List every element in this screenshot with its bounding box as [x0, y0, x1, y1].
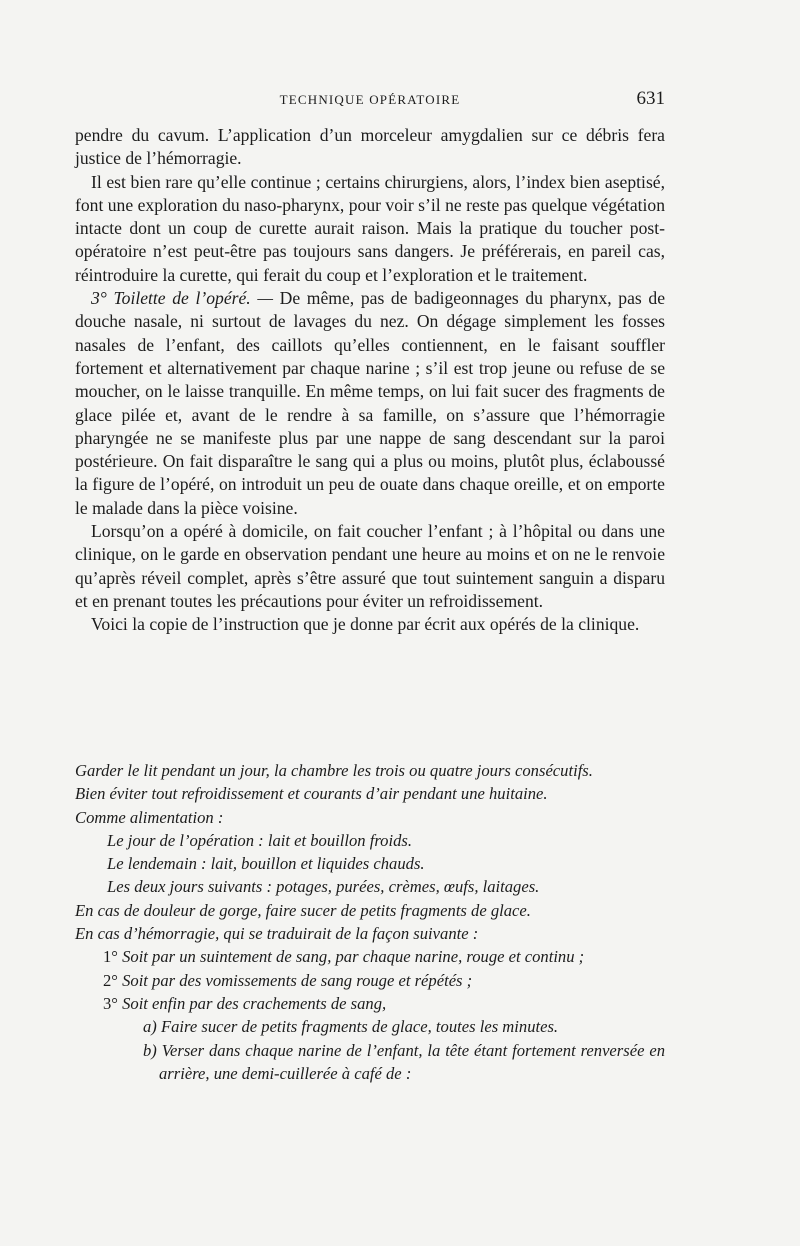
instruction-line: [75, 945, 665, 968]
instruction-text: Soit par des vomissements de sang rouge et répétés ;: [122, 970, 473, 990]
paragraph-text: De même, pas de badigeonnages du pharynx, pas de douche nasale, ni surtout de lavages du nez. On dégage simplement les fosses nasales de l’enfant, des caillots qu’elles contiennent, en le faisant souffler fortement et alternativement par chaque narine ; s’il est trop jeune ou refuse de se moucher, on le laisse tranquille. En même temps, on lui fait sucer des fragments de glace pilée et, avant de le rendre à sa famille, on s’assure que l’hémorragie pharyngée ne se manifeste plus par une nappe de sang descendant sur la paroi postérieure. On fait disparaître le sang qui a plus ou moins, plutôt plus, éclaboussé la figure de l’opéré, on introduit un peu de ouate dans chaque oreille, et on emporte le malade dans la pièce voisine.: [75, 288, 665, 518]
paragraph: Lorsqu’on a opéré à domicile, on fait coucher l’enfant ; à l’hôpital ou dans une clinique, on le garde en observation pendant une heure au moins et on ne le renvoie qu’après réveil complet, après s’être assuré que tout suintement sanguin a disparu et en prenant toutes les précautions pour éviter un refroidissement.: [75, 521, 665, 611]
instruction-line: Comme alimentation :: [75, 807, 224, 827]
instruction-line: En cas d’hémorragie, qui se traduirait de la façon suivante :: [75, 924, 479, 944]
list-number: 2°: [103, 970, 118, 990]
list-number: 3°: [103, 993, 118, 1013]
paragraph: Voici la copie de l’instruction que je donne par écrit aux opérés de la clinique.: [91, 614, 640, 635]
paragraph: Il est bien rare qu’elle continue ; certains chirurgiens, alors, l’index bien aseptisé, font une exploration du naso-pharynx, pour voir s’il ne reste pas quelque végétation intacte dont un coup de curette aurait raison. Mais la pratique du toucher post-opératoire n’est peut-être pas toujours sans dangers. Je préférerais, en pareil cas, réintroduire la curette, qui ferait du coup et l’exploration et le traitement.: [75, 171, 665, 285]
instruction-line: Garder le lit pendant un jour, la chambre les trois ou quatre jours consécutifs.: [75, 761, 593, 780]
instruction-line: [75, 992, 665, 1015]
running-title: TECHNIQUE OPÉRATOIRE: [279, 92, 461, 107]
instruction-line: b) Verser dans chaque narine de l’enfant, la tête étant fortement renversée en arrière, une demi-cuillerée à café de :: [143, 1040, 665, 1083]
instruction-line: Bien éviter tout refroidissement et courants d’air pendant une huitaine.: [75, 784, 548, 804]
paragraph: pendre du cavum. L’application d’un morceleur amygdalien sur ce débris fera justice de l’hémorragie.: [75, 125, 665, 169]
instruction-line: Les deux jours suivants : potages, purées, crèmes, œufs, laitages.: [107, 877, 540, 897]
section-label: 3° Toilette de l’opéré. —: [91, 288, 273, 309]
instruction-line: [75, 969, 665, 992]
instruction-line: a) Faire sucer de petits fragments de glace, toutes les minutes.: [143, 1017, 559, 1037]
instruction-line: Le lendemain : lait, bouillon et liquides chauds.: [107, 854, 425, 874]
running-head: [75, 88, 665, 112]
instruction-line: En cas de douleur de gorge, faire sucer de petits fragments de glace.: [75, 900, 531, 920]
list-number: 1°: [103, 947, 118, 967]
patient-instructions: [75, 759, 665, 1085]
instruction-text: Soit par un suintement de sang, par chaque narine, rouge et continu ;: [122, 947, 585, 967]
body-text: [75, 124, 665, 637]
instruction-line: Le jour de l’opération : lait et bouillon froids.: [107, 830, 412, 850]
page-number: 631: [636, 88, 665, 109]
paragraph: [75, 287, 665, 520]
instruction-text: Soit enfin par des crachements de sang,: [122, 993, 387, 1013]
